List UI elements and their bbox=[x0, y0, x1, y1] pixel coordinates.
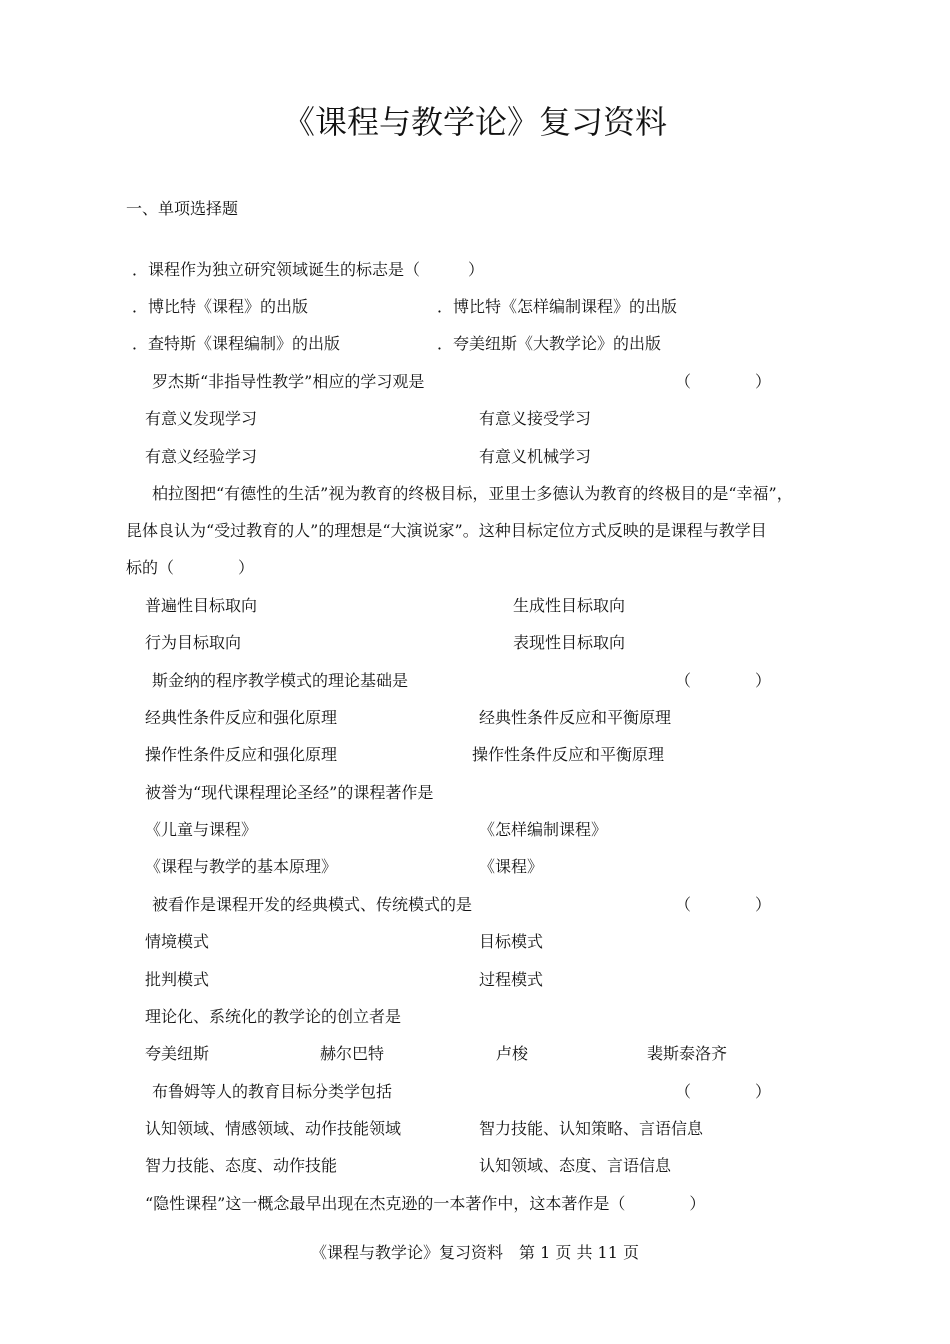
question-6-option-a: 情境模式 bbox=[145, 932, 210, 951]
question-6-stem: 被看作是课程开发的经典模式、传统模式的是 bbox=[152, 895, 473, 914]
question-1-option-b: ．博比特《怎样编制课程》的出版 bbox=[437, 297, 678, 316]
question-5-option-c: 《课程与教学的基本原理》 bbox=[145, 857, 338, 876]
page-title: 《课程与教学论》复习资料 bbox=[282, 103, 667, 141]
page-footer: 《课程与教学论》复习资料 第 1 页 共 11 页 bbox=[311, 1243, 639, 1262]
question-7-option-d: 裴斯泰洛齐 bbox=[647, 1044, 728, 1063]
question-3-option-b: 生成性目标取向 bbox=[513, 596, 626, 615]
question-4-option-b: 经典性条件反应和平衡原理 bbox=[479, 708, 672, 727]
question-3-stem-line-2: 昆体良认为“受过教育的人”的理想是“大演说家”。这种目标定位方式反映的是课程与教学目 bbox=[126, 521, 767, 540]
question-3-stem-line-1: 柏拉图把“有德性的生活”视为教育的终极目标，亚里士多德认为教育的终极目的是“幸福”， bbox=[152, 484, 793, 503]
question-7-option-c: 卢梭 bbox=[496, 1044, 529, 1063]
question-2-option-b: 有意义接受学习 bbox=[479, 409, 592, 428]
question-4-answer-paren: （ ） bbox=[675, 671, 772, 690]
question-3-option-c: 行为目标取向 bbox=[145, 633, 242, 652]
question-4-option-d: 操作性条件反应和平衡原理 bbox=[472, 745, 665, 764]
question-2-option-d: 有意义机械学习 bbox=[479, 447, 592, 466]
question-9-stem: “隐性课程”这一概念最早出现在杰克逊的一本著作中，这本著作是（ ） bbox=[145, 1194, 706, 1213]
question-1-option-d: ．夸美纽斯《大教学论》的出版 bbox=[437, 334, 662, 353]
question-6-answer-paren: （ ） bbox=[675, 895, 772, 914]
question-8-stem: 布鲁姆等人的教育目标分类学包括 bbox=[152, 1082, 393, 1101]
question-6-option-d: 过程模式 bbox=[479, 970, 544, 989]
question-2-answer-paren: （ ） bbox=[675, 372, 772, 391]
question-8-option-c: 智力技能、态度、动作技能 bbox=[145, 1156, 338, 1175]
question-2-stem: 罗杰斯“非指导性教学”相应的学习观是 bbox=[152, 372, 425, 391]
question-6-option-b: 目标模式 bbox=[479, 932, 544, 951]
question-1-option-c: ．查特斯《课程编制》的出版 bbox=[132, 334, 341, 353]
question-6-option-c: 批判模式 bbox=[145, 970, 210, 989]
question-2-option-c: 有意义经验学习 bbox=[145, 447, 258, 466]
question-8-answer-paren: （ ） bbox=[675, 1082, 772, 1101]
question-5-stem: 被誉为“现代课程理论圣经”的课程著作是 bbox=[145, 783, 434, 802]
question-2-option-a: 有意义发现学习 bbox=[145, 409, 258, 428]
question-8-option-b: 智力技能、认知策略、言语信息 bbox=[479, 1119, 704, 1138]
question-7-stem: 理论化、系统化的教学论的创立者是 bbox=[145, 1007, 402, 1026]
question-4-option-c: 操作性条件反应和强化原理 bbox=[145, 745, 338, 764]
question-7-option-b: 赫尔巴特 bbox=[320, 1044, 385, 1063]
question-4-stem: 斯金纳的程序教学模式的理论基础是 bbox=[152, 671, 409, 690]
question-3-option-a: 普遍性目标取向 bbox=[145, 596, 258, 615]
question-5-option-b: 《怎样编制课程》 bbox=[479, 820, 608, 839]
question-1-stem: ．课程作为独立研究领域诞生的标志是（ ） bbox=[132, 260, 485, 279]
question-1-option-a: ．博比特《课程》的出版 bbox=[132, 297, 309, 316]
section-heading: 一、单项选择题 bbox=[126, 199, 239, 218]
question-5-option-d: 《课程》 bbox=[479, 857, 544, 876]
question-8-option-d: 认知领域、态度、言语信息 bbox=[479, 1156, 672, 1175]
question-4-option-a: 经典性条件反应和强化原理 bbox=[145, 708, 338, 727]
question-5-option-a: 《儿童与课程》 bbox=[145, 820, 258, 839]
question-3-option-d: 表现性目标取向 bbox=[513, 633, 626, 652]
question-7-option-a: 夸美纽斯 bbox=[145, 1044, 210, 1063]
question-3-stem-line-3: 标的（ ） bbox=[126, 558, 255, 577]
question-8-option-a: 认知领域、情感领域、动作技能领域 bbox=[145, 1119, 402, 1138]
